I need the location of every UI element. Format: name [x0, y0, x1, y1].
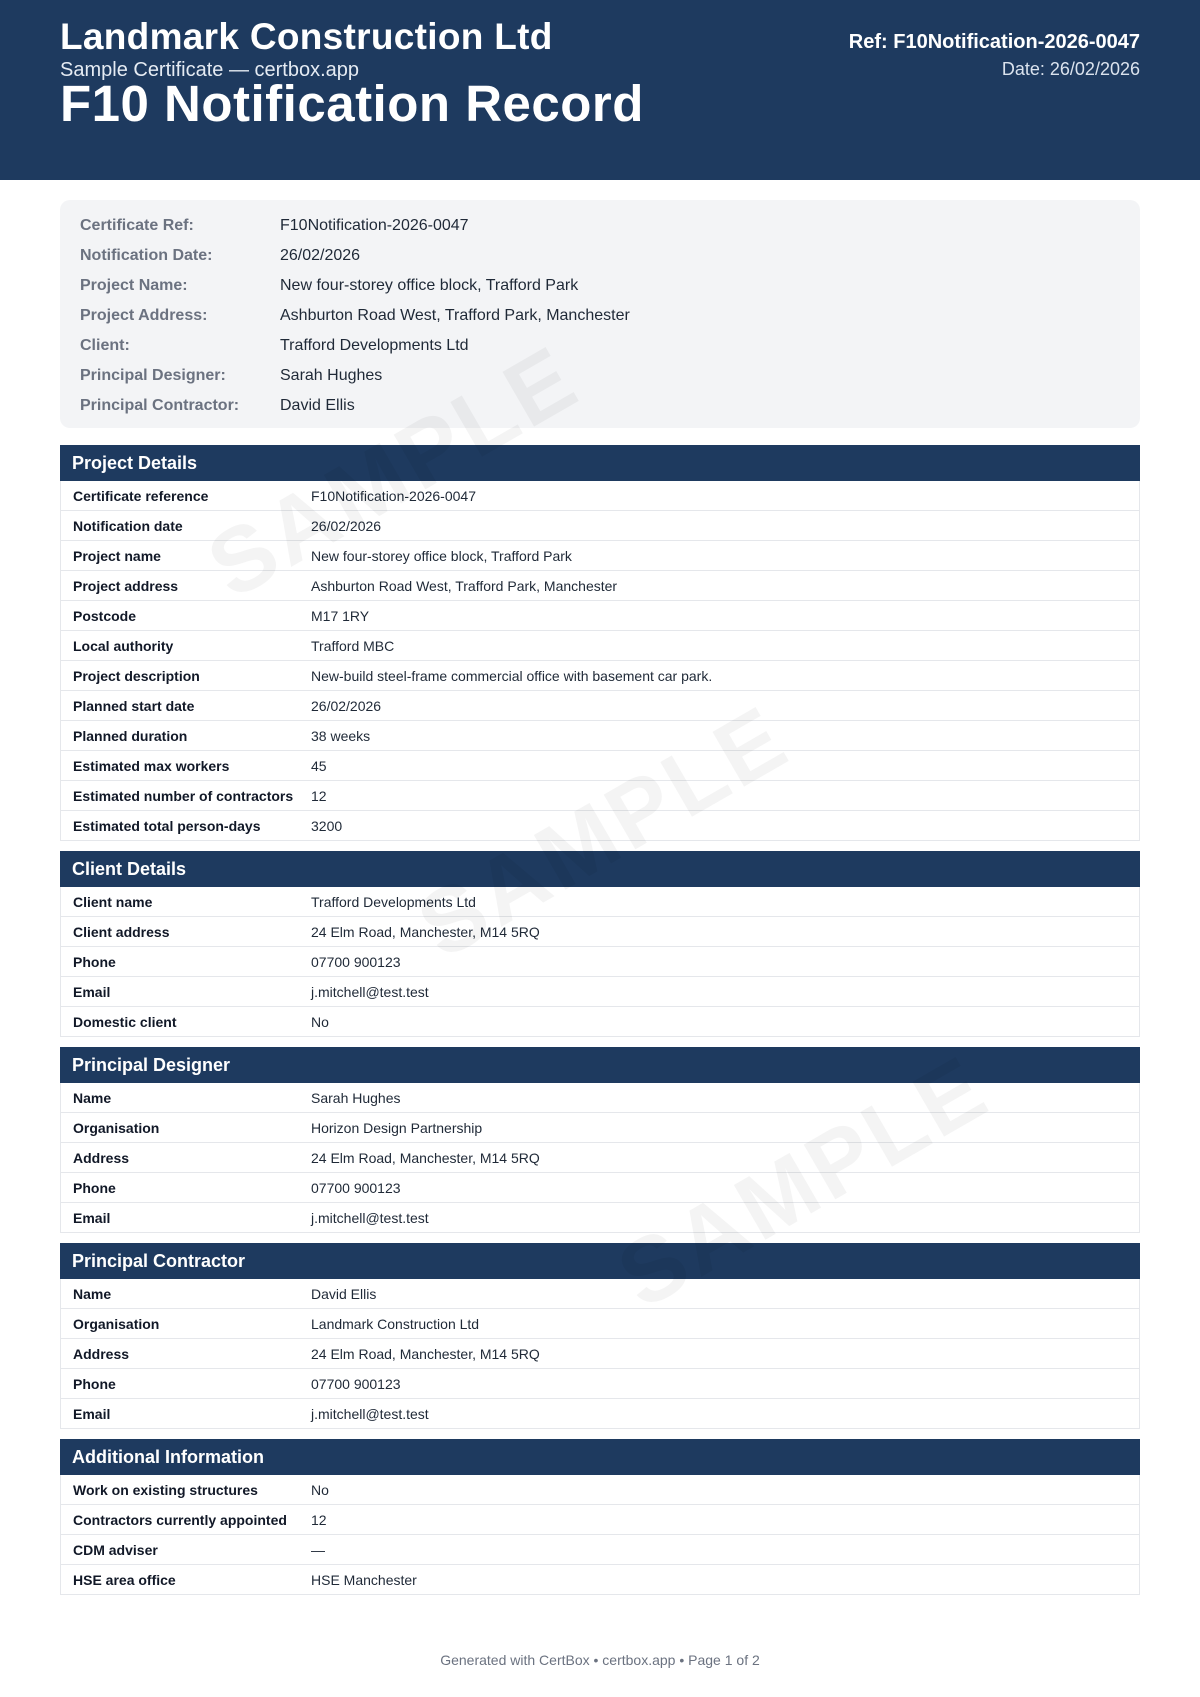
row-label: Notification date [73, 517, 183, 534]
details-table [60, 887, 1140, 1037]
row-label: Name [73, 1285, 112, 1302]
table-row [61, 1309, 1139, 1339]
row-value: — [311, 1541, 325, 1558]
table-row [61, 811, 1139, 841]
row-label: CDM adviser [73, 1541, 158, 1558]
row-label: Local authority [73, 637, 174, 654]
row-value: j.mitchell@test.test [311, 1405, 429, 1422]
table-row [61, 601, 1139, 631]
table-row [61, 1083, 1139, 1113]
row-label: Name [73, 1089, 112, 1106]
row-label: Phone [73, 1375, 116, 1392]
document-title: F10 Notification Record [60, 75, 644, 132]
row-value: j.mitchell@test.test [311, 1209, 429, 1226]
row-label: Phone [73, 953, 116, 970]
row-label: Address [73, 1345, 130, 1362]
row-label: Contractors currently appointed [73, 1511, 287, 1528]
document-header [0, 0, 1200, 180]
row-value: 26/02/2026 [311, 697, 382, 714]
row-value: Horizon Design Partnership [311, 1119, 483, 1136]
table-row [61, 781, 1139, 811]
details-table [60, 1279, 1140, 1429]
row-value: New four-storey office block, Trafford Park [311, 547, 572, 564]
table-row [61, 1565, 1139, 1595]
summary-label: Principal Designer: [80, 367, 226, 384]
section-additional-information [60, 1439, 1140, 1595]
row-value: 12 [311, 1511, 327, 1528]
row-value: No [311, 1481, 329, 1498]
row-label: Domestic client [73, 1013, 177, 1030]
row-value: Ashburton Road West, Trafford Park, Manchester [311, 577, 618, 594]
summary-value: Sarah Hughes [280, 367, 383, 384]
table-row [61, 1505, 1139, 1535]
row-label: Project address [73, 577, 179, 594]
table-row [61, 541, 1139, 571]
summary-row [80, 211, 1120, 241]
row-label: Phone [73, 1179, 116, 1196]
table-row [61, 571, 1139, 601]
table-row [61, 511, 1139, 541]
section-project-details [60, 445, 1140, 841]
row-value: HSE Manchester [311, 1571, 417, 1588]
table-row [61, 887, 1139, 917]
row-value: 12 [311, 787, 327, 804]
table-row [61, 917, 1139, 947]
row-value: 07700 900123 [311, 1179, 401, 1196]
row-label: Planned duration [73, 727, 188, 744]
row-value: 45 [311, 757, 327, 774]
summary-value: Ashburton Road West, Trafford Park, Manchester [280, 307, 630, 324]
summary-label: Project Name: [80, 277, 188, 294]
row-label: Address [73, 1149, 130, 1166]
table-row [61, 947, 1139, 977]
table-row [61, 751, 1139, 781]
section-principal-contractor [60, 1243, 1140, 1429]
row-label: Email [73, 1209, 111, 1226]
summary-label: Certificate Ref: [80, 217, 194, 234]
table-row [61, 631, 1139, 661]
row-value: Trafford Developments Ltd [311, 893, 476, 910]
table-row [61, 721, 1139, 751]
section-principal-designer [60, 1047, 1140, 1233]
table-row [61, 1535, 1139, 1565]
row-value: j.mitchell@test.test [311, 983, 429, 1000]
summary-value: Trafford Developments Ltd [280, 337, 469, 354]
summary-box [60, 200, 1140, 428]
table-row [61, 1203, 1139, 1233]
row-value: Trafford MBC [311, 637, 395, 654]
page-footer: Generated with CertBox • certbox.app • Page 1 of 2 [440, 1652, 760, 1668]
summary-label: Notification Date: [80, 247, 213, 264]
row-value: 07700 900123 [311, 953, 401, 970]
summary-label: Project Address: [80, 307, 208, 324]
row-value: David Ellis [311, 1285, 377, 1302]
table-row [61, 977, 1139, 1007]
row-value: Sarah Hughes [311, 1089, 401, 1106]
summary-row [80, 331, 1120, 361]
row-label: Estimated number of contractors [73, 787, 294, 804]
header-date: Date: 26/02/2026 [1001, 59, 1140, 79]
section-client-details [60, 851, 1140, 1037]
section-heading: Additional Information [60, 1439, 1140, 1475]
table-row [61, 661, 1139, 691]
table-row [61, 1369, 1139, 1399]
section-heading: Principal Designer [60, 1047, 1140, 1083]
details-table [60, 1475, 1140, 1595]
table-row [61, 691, 1139, 721]
row-label: Certificate reference [73, 487, 209, 504]
header-reference: Ref: F10Notification-2026-0047 [848, 31, 1140, 53]
details-table [60, 1083, 1140, 1233]
row-value: 26/02/2026 [311, 517, 382, 534]
row-value: M17 1RY [311, 607, 370, 624]
row-label: Email [73, 1405, 111, 1422]
summary-value: David Ellis [280, 397, 355, 414]
table-row [61, 1173, 1139, 1203]
row-label: Organisation [73, 1315, 160, 1332]
table-row [61, 1143, 1139, 1173]
row-label: Postcode [73, 607, 137, 624]
row-label: Client name [73, 893, 153, 910]
row-value: 24 Elm Road, Manchester, M14 5RQ [311, 1149, 540, 1166]
document-subtitle: Sample Certificate — certbox.app [60, 59, 360, 81]
row-label: Estimated max workers [73, 757, 230, 774]
table-row [61, 1113, 1139, 1143]
summary-row [80, 301, 1120, 331]
section-heading: Client Details [60, 851, 1140, 887]
row-value: 24 Elm Road, Manchester, M14 5RQ [311, 923, 540, 940]
table-row [61, 1339, 1139, 1369]
table-row [61, 481, 1139, 511]
summary-label: Client: [80, 337, 130, 354]
row-value: No [311, 1013, 329, 1030]
row-label: Estimated total person-days [73, 817, 261, 834]
section-heading: Principal Contractor [60, 1243, 1140, 1279]
details-table [60, 481, 1140, 841]
row-label: Planned start date [73, 697, 195, 714]
table-row [61, 1399, 1139, 1429]
summary-row [80, 361, 1120, 391]
table-row [61, 1279, 1139, 1309]
table-row [61, 1475, 1139, 1505]
row-value: 07700 900123 [311, 1375, 401, 1392]
row-label: HSE area office [73, 1571, 176, 1588]
summary-value: New four-storey office block, Trafford Park [280, 277, 579, 294]
row-value: F10Notification-2026-0047 [311, 487, 476, 504]
section-heading: Project Details [60, 445, 1140, 481]
row-value: Landmark Construction Ltd [311, 1315, 480, 1332]
summary-row [80, 241, 1120, 271]
row-value: 24 Elm Road, Manchester, M14 5RQ [311, 1345, 540, 1362]
company-name: Landmark Construction Ltd [60, 16, 553, 57]
summary-row [80, 391, 1120, 421]
row-label: Client address [73, 923, 170, 940]
summary-value: F10Notification-2026-0047 [280, 217, 469, 234]
row-label: Email [73, 983, 111, 1000]
row-value: 38 weeks [311, 727, 371, 744]
row-label: Project description [73, 667, 200, 684]
row-value: New-build steel-frame commercial office with basement car park. [311, 667, 713, 684]
summary-label: Principal Contractor: [80, 397, 240, 414]
table-row [61, 1007, 1139, 1037]
summary-row [80, 271, 1120, 301]
row-label: Project name [73, 547, 161, 564]
row-value: 3200 [311, 817, 343, 834]
row-label: Organisation [73, 1119, 160, 1136]
row-label: Work on existing structures [73, 1481, 258, 1498]
summary-value: 26/02/2026 [280, 247, 361, 264]
